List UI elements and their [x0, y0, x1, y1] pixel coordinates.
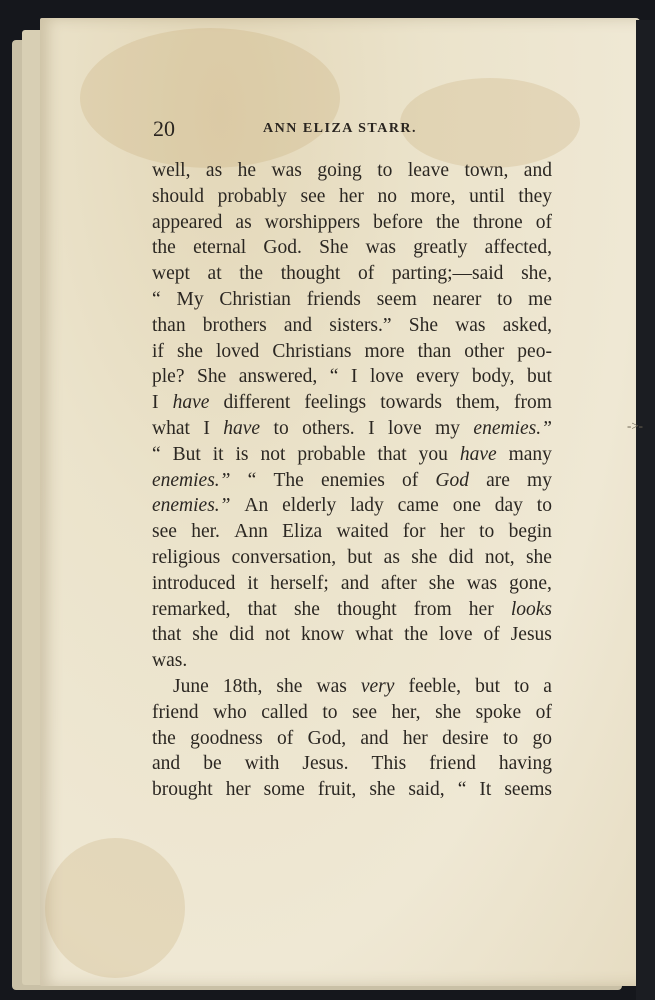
text-line: if she loved Christians more than other peo- — [152, 340, 552, 362]
text-line: see her. Ann Eliza waited for her to begin — [152, 521, 552, 543]
page-mark: ->- — [627, 418, 643, 433]
page-stain — [80, 28, 340, 168]
text-line: well, as he was going to leave town, and — [152, 160, 552, 181]
text-line: ple? She answered, “ I love every body, but — [152, 366, 552, 388]
background-edge — [636, 20, 655, 1000]
text-line: religious conversation, but as she did not, she — [152, 546, 552, 568]
text-line: than brothers and sisters.” She was asked, — [152, 314, 552, 336]
page-stain — [45, 838, 185, 978]
text-line: remarked, that she thought from her looks — [152, 598, 552, 620]
text-line: “ But it is not probable that you have many — [152, 443, 552, 465]
text-line: what I have to others. I love my enemies.” — [152, 417, 552, 439]
text-line: that she did not know what the love of Jesus — [152, 624, 552, 646]
text-line: introduced it herself; and after she was gone, — [152, 572, 552, 594]
page-header — [153, 116, 553, 144]
body-text — [152, 158, 552, 803]
text-line: brought her some fruit, she said, “ It seems — [152, 779, 552, 801]
text-line: enemies.” “ The enemies of God are my — [152, 469, 552, 491]
page-number: 20 — [153, 116, 175, 141]
running-title: ANN ELIZA STARR. — [263, 121, 418, 136]
text-line: the eternal God. She was greatly affected, — [152, 237, 552, 259]
text-line: June 18th, she was very feeble, but to a — [173, 675, 552, 697]
text-line: “ My Christian friends seem nearer to me — [152, 288, 552, 310]
text-line: I have different feelings towards them, from — [152, 392, 552, 414]
text-line: enemies.” An elderly lady came one day to — [152, 495, 552, 517]
text-line: should probably see her no more, until they — [152, 185, 552, 207]
text-line: friend who called to see her, she spoke of — [152, 701, 552, 723]
text-line: the goodness of God, and her desire to go — [152, 727, 552, 749]
text-line: wept at the thought of parting;—said she, — [152, 263, 552, 285]
text-line: and be with Jesus. This friend having — [152, 753, 552, 775]
text-line: appeared as worshippers before the throne of — [152, 211, 552, 233]
text-line: was. — [152, 650, 188, 672]
